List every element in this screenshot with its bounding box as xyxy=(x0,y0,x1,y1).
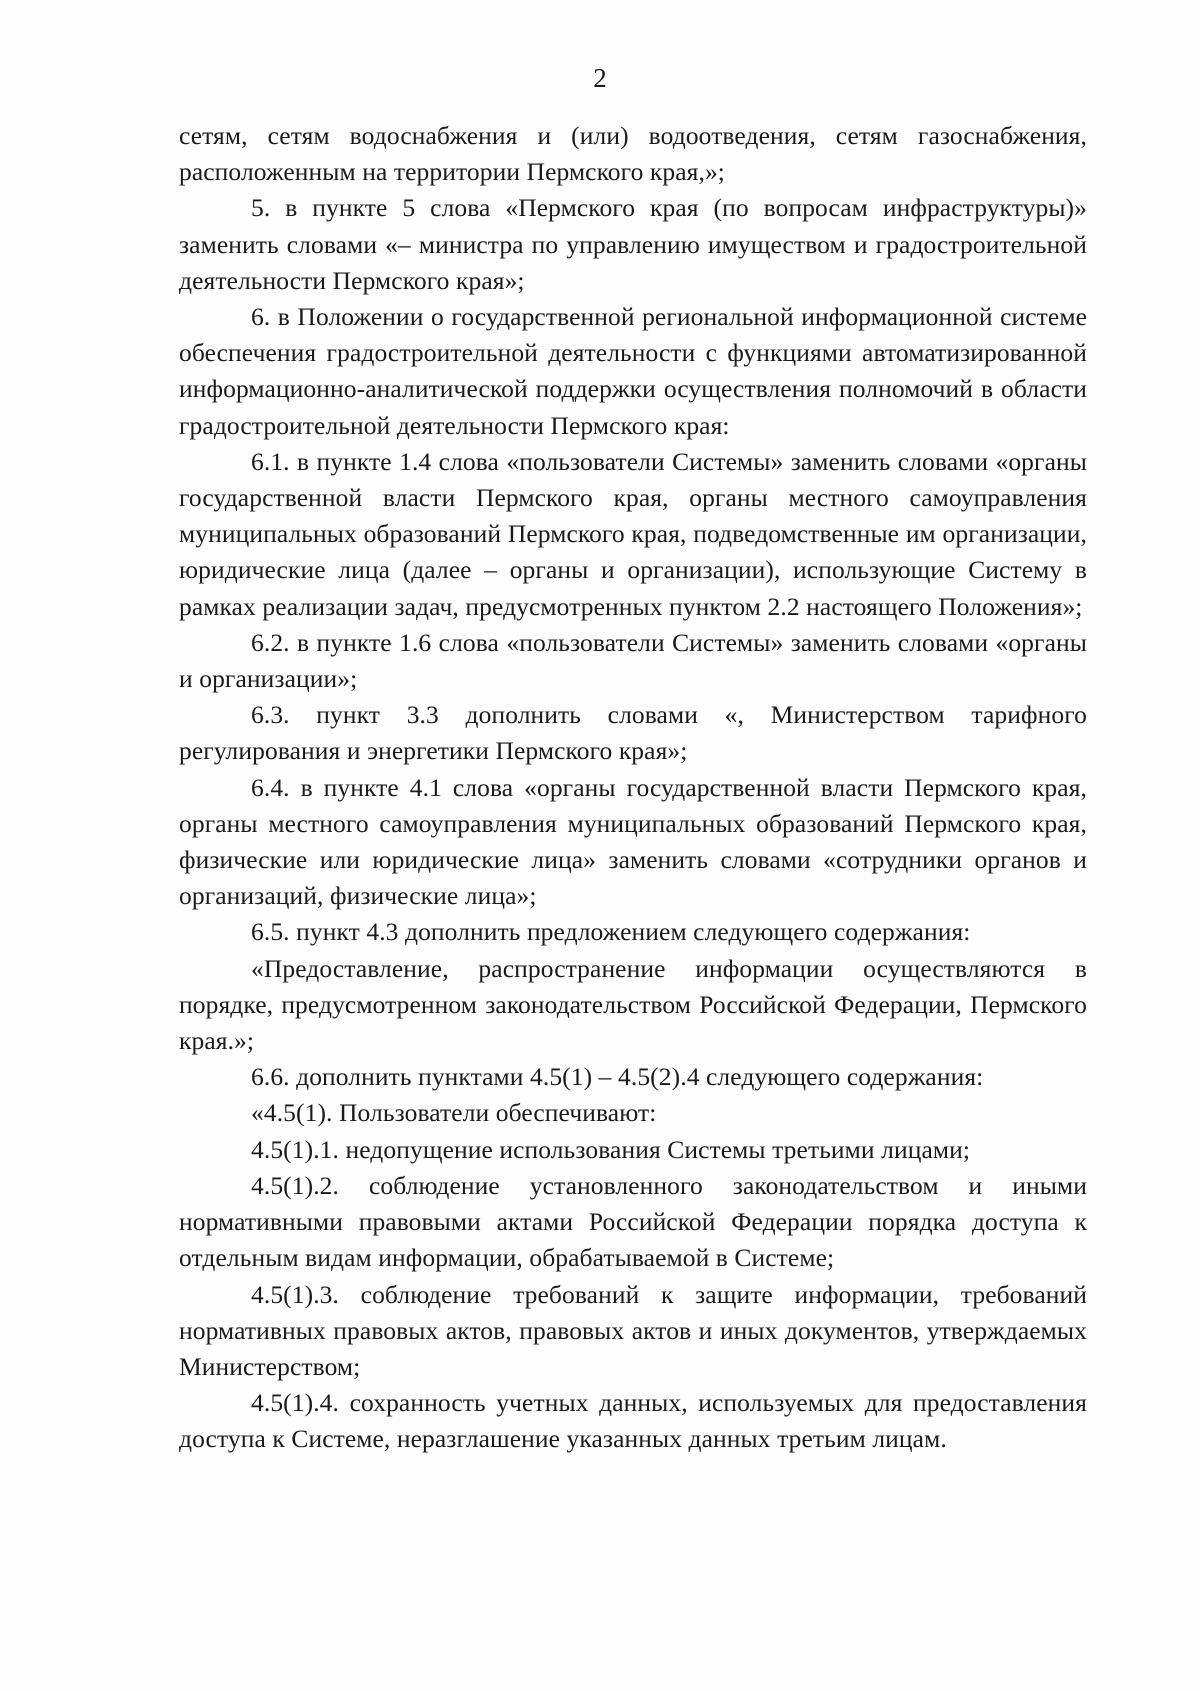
paragraph-item-4-5-1-3: 4.5(1).3. соблюдение требований к защите информации, требований нормативных правовых актов, правовых актов и иных документов, утверждаемых Министерством; xyxy=(179,1279,1087,1381)
paragraph-item-6-1: 6.1. в пункте 1.4 слова «пользователи Системы» заменить словами «органы государственной власти Пермского края, органы местного самоуправления муниципальных образований Пермского края, подведомственные им организации, юридические лица (далее – органы и организации), использующие Систему в рамках реализации задач, предусмотренных пунктом 2.2 настоящего Положения»; xyxy=(179,446,1087,621)
document-body xyxy=(179,118,1087,1458)
paragraph-item-4-5-1-4: 4.5(1).4. сохранность учетных данных, используемых для предоставления доступа к Системе, неразглашение указанных данных третьим лицам. xyxy=(179,1388,1087,1454)
paragraph-item-6-5: 6.5. пункт 4.3 дополнить предложением следующего содержания: xyxy=(251,917,971,947)
paragraph-item-5: 5. в пункте 5 слова «Пермского края (по вопросам инфраструктуры)» заменить словами «– министра по управлению имуществом и градостроительной деятельности Пермского края»; xyxy=(179,193,1087,295)
paragraph-item-4-5-1-1: 4.5(1).1. недопущение использования Системы третьими лицами; xyxy=(251,1134,971,1164)
paragraph-item-6-3: 6.3. пункт 3.3 дополнить словами «, Министерством тарифного регулирования и энергетики Пермского края»; xyxy=(179,700,1087,766)
paragraph-item-6-2: 6.2. в пункте 1.6 слова «пользователи Системы» заменить словами «органы и организации»; xyxy=(179,627,1087,694)
page-number: 2 xyxy=(593,63,607,93)
paragraph-quote-provision: «Предоставление, распространение информации осуществляются в порядке, предусмотренном законодательством Российской Федерации, Пермского края.»; xyxy=(179,953,1087,1056)
paragraph-item-4-5-1-2: 4.5(1).2. соблюдение установленного законодательством и иными нормативными правовыми актами Российской Федерации порядка доступа к отдельным видам информации, обрабатываемой в Системе; xyxy=(179,1170,1087,1273)
paragraph-item-6: 6. в Положении о государственной региональной информационной системе обеспечения градостроительной деятельности с функциями автоматизированной информационно-аналитической поддержки осуществления полномочий в области градостроительной деятельности Пермского края: xyxy=(179,302,1087,440)
paragraph-item-6-6: 6.6. дополнить пунктами 4.5(1) – 4.5(2).4 следующего содержания: xyxy=(251,1062,984,1092)
paragraph-item-6-4: 6.4. в пункте 4.1 слова «органы государственной власти Пермского края, органы местного самоуправления муниципальных образований Пермского края, физические или юридические лица» заменить словами «сотрудники органов и организаций, физические лица»; xyxy=(179,772,1087,911)
paragraph-item-4-5-1: «4.5(1). Пользователи обеспечивают: xyxy=(251,1098,657,1128)
paragraph-continuation: сетям, сетям водоснабжения и (или) водоотведения, сетям газоснабжения, расположенным на территории Пермского края,»; xyxy=(179,121,1087,187)
